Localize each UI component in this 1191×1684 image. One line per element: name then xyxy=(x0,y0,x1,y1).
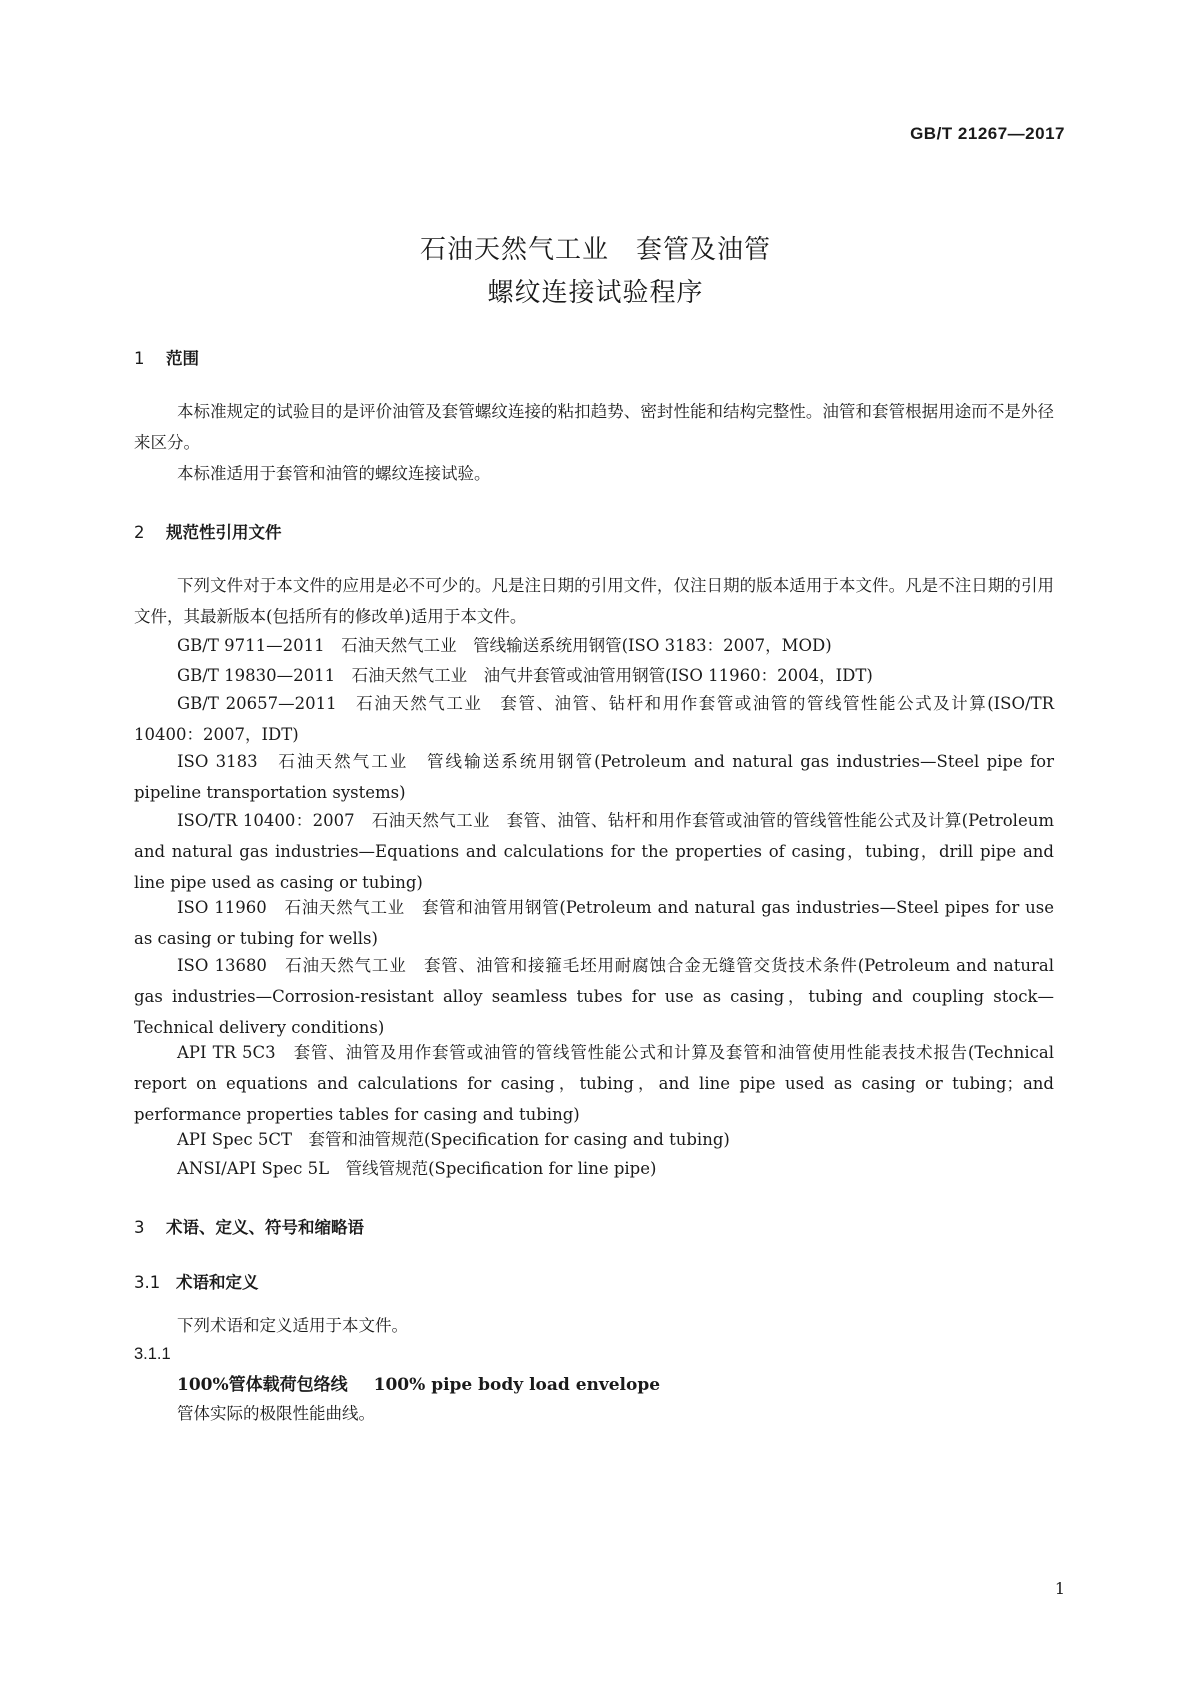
term-english: 100% pipe body load envelope xyxy=(373,1375,661,1395)
section-3-heading xyxy=(134,1214,364,1238)
section-2-heading xyxy=(134,519,282,543)
terms-intro: 下列术语和定义适用于本文件。 xyxy=(177,1316,408,1335)
reference-item: ISO 3183 石油天然气工业 管线输送系统用钢管(Petroleum and natural gas industries—Steel pipe for pipeline transportation systems) xyxy=(134,752,1054,802)
reference-item: API Spec 5CT 套管和油管规范(Specification for casing and tubing) xyxy=(177,1130,730,1149)
page-number: 1 xyxy=(1054,1579,1065,1598)
reference-item: ANSI/API Spec 5L 管线管规范(Specification for line pipe) xyxy=(177,1159,657,1178)
section-number: 3.1 xyxy=(134,1273,161,1292)
references-intro: 下列文件对于本文件的应用是必不可少的。凡是注日期的引用文件，仅注日期的版本适用于本文件。凡是不注日期的引用文件，其最新版本(包括所有的修改单)适用于本文件。 xyxy=(134,576,1054,626)
reference-item: GB/T 20657—2011 石油天然气工业 套管、油管、钻杆和用作套管或油管的管线管性能公式及计算(ISO/TR 10400：2007，IDT) xyxy=(134,694,1054,744)
term-entry xyxy=(177,1370,660,1395)
reference-item: GB/T 19830—2011 石油天然气工业 油气井套管或油管用钢管(ISO 11960：2004，IDT) xyxy=(177,666,873,685)
section-number: 2 xyxy=(134,523,145,542)
section-title: 规范性引用文件 xyxy=(166,523,282,542)
term-definition: 管体实际的极限性能曲线。 xyxy=(177,1404,375,1423)
scope-paragraph-2: 本标准适用于套管和油管的螺纹连接试验。 xyxy=(177,464,491,483)
document-title-line-2: 螺纹连接试验程序 xyxy=(487,278,704,308)
clause-number-3-1-1: 3.1.1 xyxy=(134,1345,171,1363)
reference-item: API TR 5C3 套管、油管及用作套管或油管的管线管性能公式和计算及套管和油管使用性能表技术报告(Technical report on equations and calculations for casing，tubing，and line pipe used as casing or tubing；and performance properties tables for casing and tubing) xyxy=(134,1043,1054,1124)
reference-item: ISO 11960 石油天然气工业 套管和油管用钢管(Petroleum and natural gas industries—Steel pipes for use as casing or tubing for wells) xyxy=(134,898,1054,948)
reference-item: ISO 13680 石油天然气工业 套管、油管和接箍毛坯用耐腐蚀合金无缝管交货技术条件(Petroleum and natural gas industries—Corrosion-resistant alloy seamless tubes for use as casing，tubing and coupling stock—Technical delivery conditions) xyxy=(134,956,1054,1037)
section-title: 范围 xyxy=(166,349,199,368)
document-title-line-1: 石油天然气工业 套管及油管 xyxy=(419,235,771,265)
section-number: 3 xyxy=(134,1218,145,1237)
section-3-1-heading xyxy=(134,1269,259,1293)
term-chinese: 100%管体载荷包络线 xyxy=(177,1375,348,1395)
section-1-heading xyxy=(134,345,199,369)
reference-item: ISO/TR 10400：2007 石油天然气工业 套管、油管、钻杆和用作套管或油管的管线管性能公式及计算(Petroleum and natural gas industries—Equations and calculations for the properties of casing，tubing，drill pipe and line pipe used as casing or tubing) xyxy=(134,811,1054,892)
section-title: 术语、定义、符号和缩略语 xyxy=(166,1218,364,1237)
scope-paragraph-1: 本标准规定的试验目的是评价油管及套管螺纹连接的粘扣趋势、密封性能和结构完整性。油管和套管根据用途而不是外径来区分。 xyxy=(134,402,1054,452)
section-number: 1 xyxy=(134,349,145,368)
section-title: 术语和定义 xyxy=(176,1273,259,1292)
standard-number: GB/T 21267—2017 xyxy=(910,124,1065,143)
reference-item: GB/T 9711—2011 石油天然气工业 管线输送系统用钢管(ISO 3183：2007，MOD) xyxy=(177,636,832,655)
